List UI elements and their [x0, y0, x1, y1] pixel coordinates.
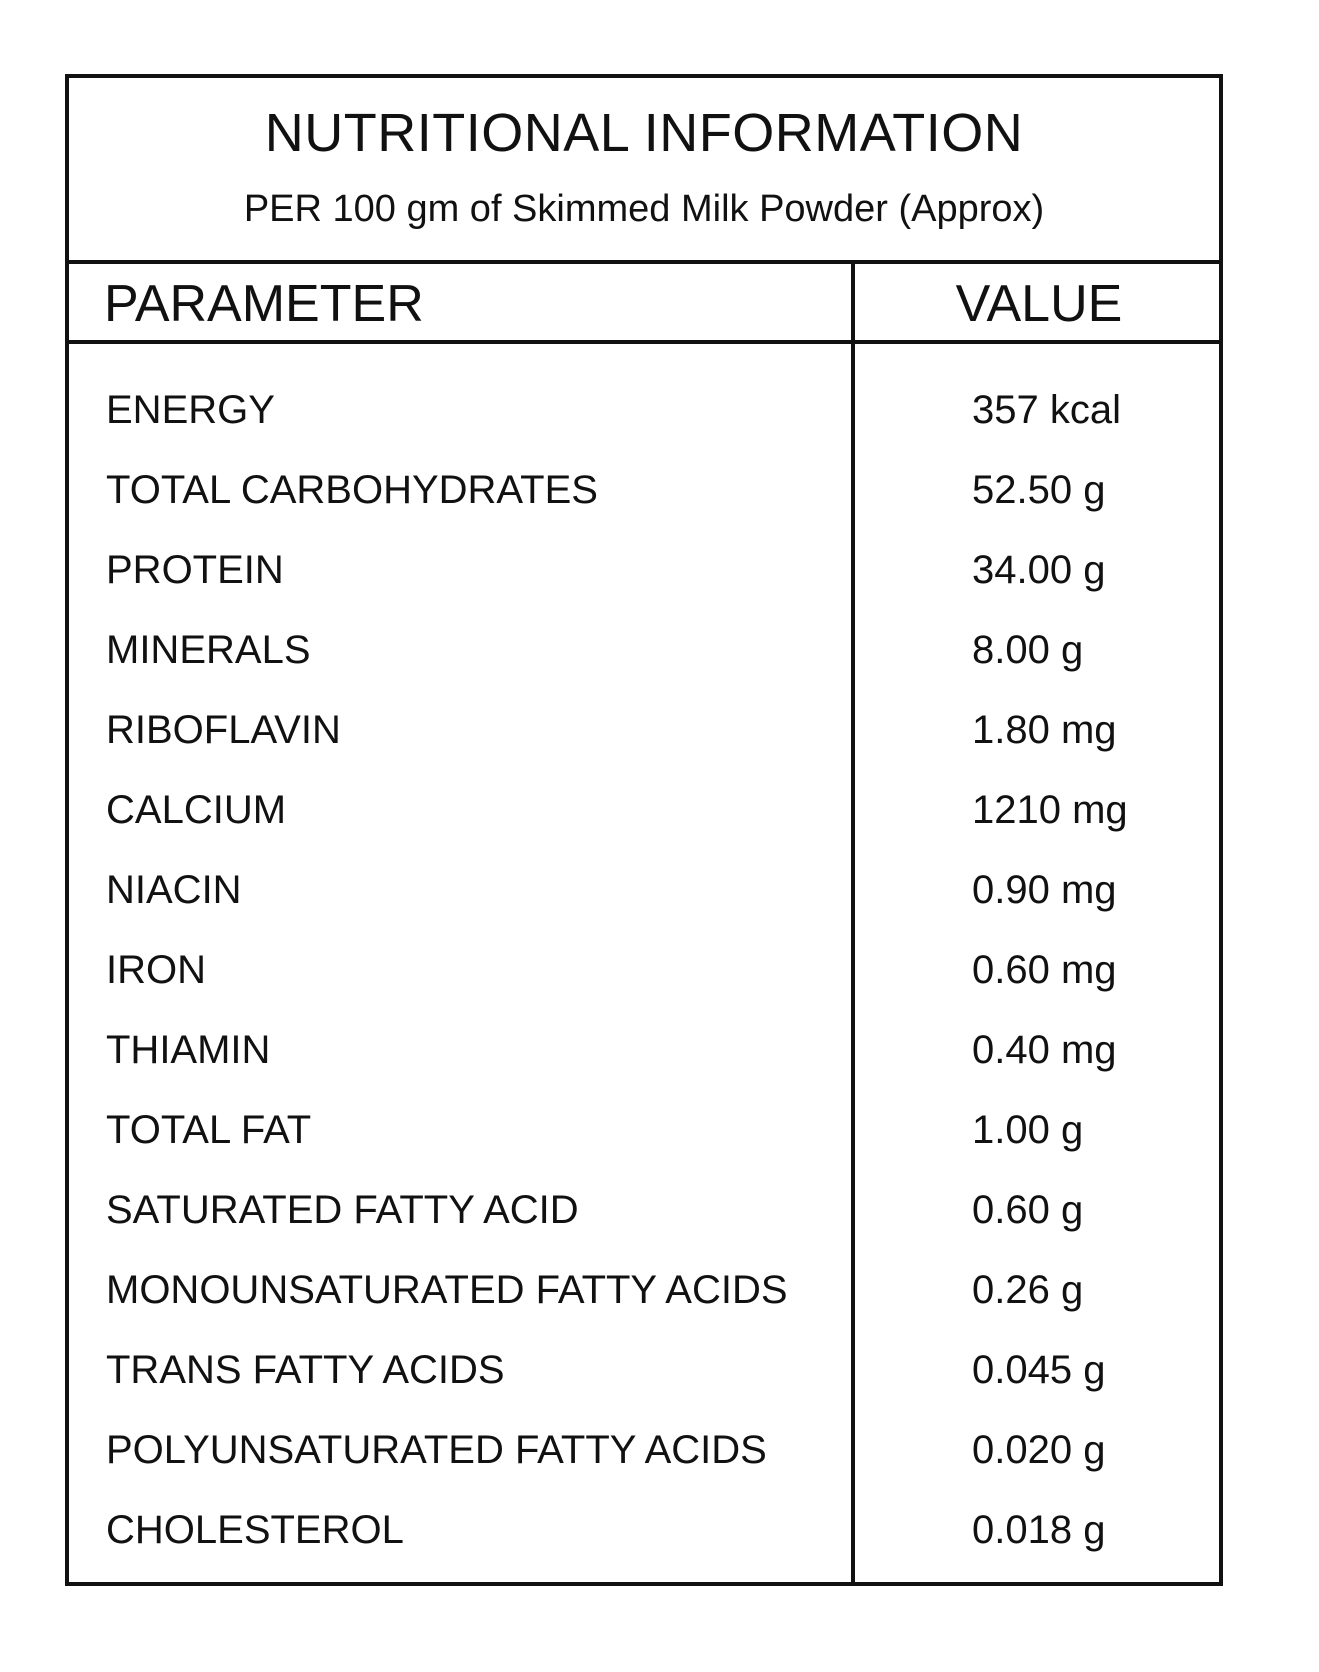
row-value: 1.80 mg [972, 708, 1117, 752]
row-value: 0.60 g [972, 1188, 1084, 1232]
table-row [69, 868, 1219, 948]
row-value: 1210 mg [972, 788, 1128, 832]
table-row [69, 1428, 1219, 1508]
row-parameter: THIAMIN [106, 1028, 271, 1072]
row-parameter: SATURATED FATTY ACID [106, 1188, 579, 1232]
table-row [69, 948, 1219, 1028]
row-value: 1.00 g [972, 1108, 1084, 1152]
row-parameter: TOTAL CARBOHYDRATES [106, 468, 598, 512]
table-row [69, 548, 1219, 628]
row-parameter: MINERALS [106, 628, 311, 672]
nutrition-panel [65, 74, 1223, 1586]
column-header-parameter: PARAMETER [104, 275, 424, 333]
table-row [69, 708, 1219, 788]
row-value: 8.00 g [972, 628, 1084, 672]
row-parameter: ENERGY [106, 388, 275, 432]
row-value: 0.020 g [972, 1428, 1106, 1472]
row-parameter: IRON [106, 948, 206, 992]
table-row [69, 1028, 1219, 1108]
table-row [69, 1508, 1219, 1588]
row-value: 357 kcal [972, 388, 1121, 432]
row-parameter: NIACIN [106, 868, 242, 912]
table-row [69, 1108, 1219, 1188]
row-parameter: CHOLESTEROL [106, 1508, 404, 1552]
page-subtitle: PER 100 gm of Skimmed Milk Powder (Approx) [243, 188, 1045, 230]
row-value: 34.00 g [972, 548, 1106, 592]
table-row [69, 1268, 1219, 1348]
row-value: 0.018 g [972, 1508, 1106, 1552]
row-parameter: PROTEIN [106, 548, 284, 592]
table-row [69, 388, 1219, 468]
row-value: 0.045 g [972, 1348, 1106, 1392]
row-parameter: TRANS FATTY ACIDS [106, 1348, 505, 1392]
table-row [69, 628, 1219, 708]
page-title: NUTRITIONAL INFORMATION [264, 103, 1024, 163]
row-value: 0.26 g [972, 1268, 1084, 1312]
row-value: 52.50 g [972, 468, 1106, 512]
table-row [69, 1188, 1219, 1268]
table-row [69, 468, 1219, 548]
row-parameter: RIBOFLAVIN [106, 708, 341, 752]
row-parameter: CALCIUM [106, 788, 287, 832]
row-parameter: POLYUNSATURATED FATTY ACIDS [106, 1428, 767, 1472]
row-parameter: TOTAL FAT [106, 1108, 312, 1152]
column-header-value: VALUE [955, 275, 1123, 333]
row-value: 0.90 mg [972, 868, 1117, 912]
table-body [69, 388, 1219, 1588]
row-parameter: MONOUNSATURATED FATTY ACIDS [106, 1268, 788, 1312]
table-header [69, 264, 1219, 344]
table-row [69, 788, 1219, 868]
row-value: 0.60 mg [972, 948, 1117, 992]
table-row [69, 1348, 1219, 1428]
title-block [69, 78, 1219, 264]
row-value: 0.40 mg [972, 1028, 1117, 1072]
